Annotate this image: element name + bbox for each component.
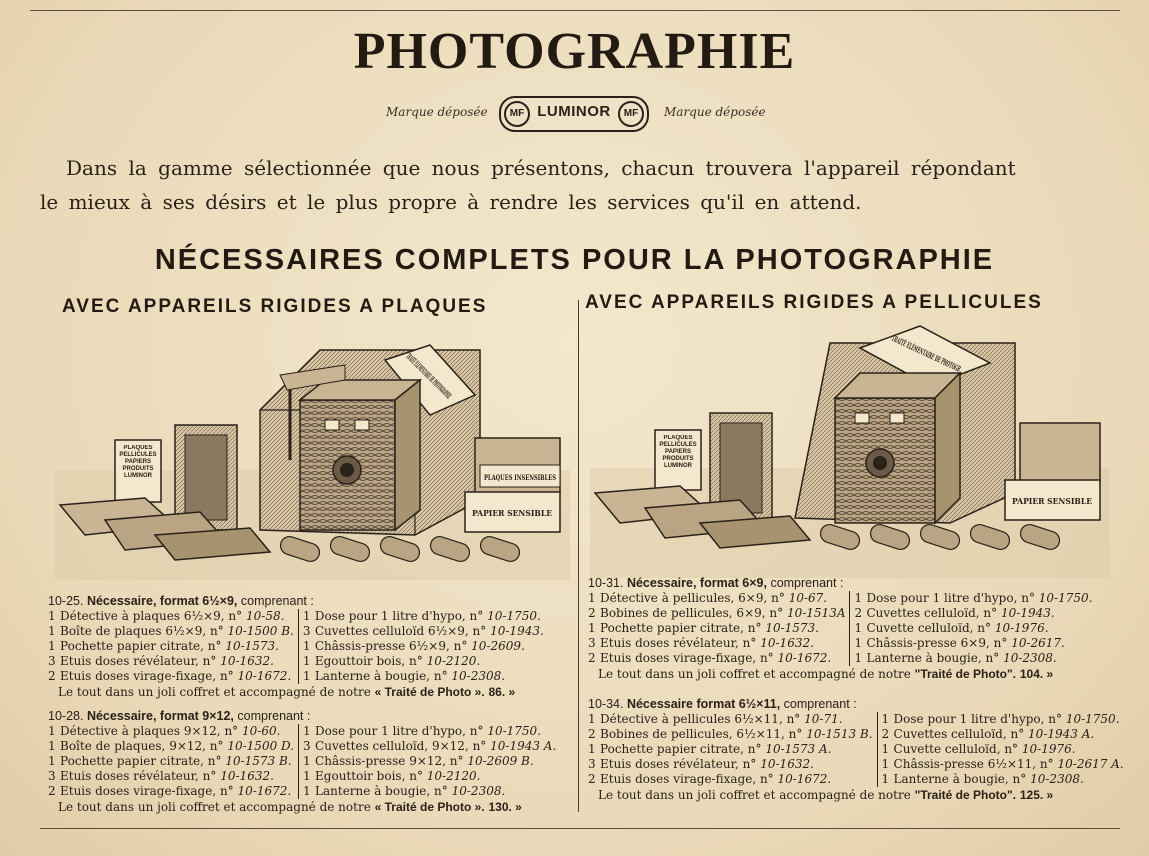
kit-total-line [588, 788, 1128, 803]
item-qty: 2 [881, 727, 890, 741]
item-ref: 10-1672. [237, 669, 292, 683]
kit-block [588, 697, 1128, 803]
kit-block [588, 576, 1128, 682]
lot-title: "Traité de Photo". [914, 788, 1017, 802]
kit-suffix: comprenant : [237, 709, 311, 723]
item-qty: 2 [588, 606, 596, 620]
right-heading: AVEC APPAREILS RIGIDES A PELLICULES [585, 292, 1043, 313]
kit-column-left [588, 591, 845, 666]
item-qty: 1 [588, 742, 596, 756]
item-text: Détective à pellicules, 6×9, n° [600, 591, 785, 605]
kit-ref: 10-25. [48, 594, 84, 608]
main-heading: NÉCESSAIRES COMPLETS POUR LA PHOTOGRAPHIE [154, 244, 995, 276]
item-qty: 1 [302, 609, 311, 623]
kit-heading [588, 697, 1128, 712]
item-qty: 1 [303, 784, 311, 798]
item-text: Châssis-presse 6½×9, n° [314, 639, 468, 653]
kit-item [882, 742, 1124, 757]
item-text: Cuvette celluloïd, n° [866, 621, 992, 635]
item-text: Détective à plaques 9×12, n° [60, 724, 239, 738]
marque-left: Marque déposée [386, 105, 488, 119]
kit-item [588, 651, 845, 666]
item-ref: 10-60. [242, 724, 281, 738]
item-qty: 2 [854, 606, 863, 620]
item-qty: 1 [854, 621, 863, 635]
kit-total-line [48, 800, 578, 815]
kit-price: 104. » [1019, 667, 1054, 681]
kit-item [588, 742, 873, 757]
kit-item [303, 639, 544, 654]
item-ref: 10-1573. [225, 639, 279, 653]
item-ref: 10-67. [788, 591, 828, 605]
item-text: Egouttoir bois, n° [314, 654, 423, 668]
logo-wordmark: LUMINOR [537, 103, 611, 120]
kit-item [882, 727, 1124, 742]
item-ref: 10-2609 B. [467, 754, 534, 768]
item-ref: 10-1750. [1065, 712, 1120, 726]
kit-price: 130. » [488, 800, 522, 814]
marque-right: Marque déposée [664, 105, 766, 119]
item-qty: 1 [881, 742, 890, 756]
item-ref: 10-1513A [786, 606, 846, 620]
item-qty: 2 [588, 772, 596, 786]
kit-column-right [877, 712, 1124, 787]
item-qty: 3 [48, 654, 56, 668]
logo-mark-left: MF [504, 101, 530, 127]
lot-prefix: Le tout dans un joli coffret et accompagné de notre [598, 788, 911, 802]
item-qty: 2 [48, 669, 56, 683]
item-qty: 1 [854, 591, 863, 605]
luminor-logo [499, 96, 649, 132]
kit-item [48, 639, 294, 654]
item-text: Boîte de plaques 6½×9, n° [60, 624, 224, 638]
left-kit-illustration [55, 320, 570, 580]
item-ref: 10-1573. [765, 621, 819, 635]
item-qty: 1 [881, 772, 890, 786]
item-text: Dose pour 1 litre d'hypo, n° [893, 712, 1062, 726]
page-title: PHOTOGRAPHIE [353, 23, 796, 80]
kit-ref: 10-31. [588, 576, 624, 590]
kit-ref: 10-28. [48, 709, 84, 723]
item-ref: 10-1672. [777, 651, 832, 665]
kit-heading [48, 594, 578, 609]
kit-item [588, 772, 873, 787]
item-ref: 10-1632. [760, 636, 814, 650]
item-ref: 10-1500 D. [227, 739, 295, 753]
item-ref: 10-1943 A. [1028, 727, 1095, 741]
item-text: Lanterne à bougie, n° [314, 669, 448, 683]
item-qty: 1 [48, 609, 56, 623]
kit-item [588, 591, 845, 606]
kit-heading [48, 709, 578, 724]
item-qty: 1 [588, 712, 596, 726]
kit-items [48, 609, 578, 684]
kit-item [882, 712, 1124, 727]
item-text: Pochette papier citrate, n° [600, 621, 762, 635]
item-text: Cuvettes celluloïd, n° [893, 727, 1025, 741]
kit-item [882, 757, 1124, 772]
item-text: Cuvettes celluloïd 6½×9, n° [314, 624, 487, 638]
kit-suffix: comprenant : [770, 576, 844, 590]
kit-item [48, 669, 294, 684]
item-qty: 1 [48, 624, 56, 638]
left-heading: AVEC APPAREILS RIGIDES A PLAQUES [62, 296, 488, 317]
kit-item [303, 669, 544, 684]
kit-item [303, 624, 544, 639]
kit-item [588, 712, 873, 727]
kit-item [303, 754, 556, 769]
luminor-box [655, 430, 701, 490]
item-text: Châssis-presse 9×12, n° [315, 754, 464, 768]
item-text: Bobines de pellicules, 6½×11, n° [600, 727, 803, 741]
item-qty: 3 [588, 636, 596, 650]
item-ref: 10-2617. [1011, 636, 1065, 650]
lot-title: « Traité de Photo ». [374, 800, 485, 814]
film-camera [835, 373, 960, 523]
kit-item [303, 654, 544, 669]
intro-line-2: le mieux à ses désirs et le plus propre à rendre les services qu'il en attend. [40, 190, 862, 214]
item-qty: 1 [302, 669, 311, 683]
item-qty: 3 [588, 757, 596, 771]
luminor-box-label: PLAQUES PELLICULES PAPIERS PRODUITS LUMINOR [659, 435, 697, 469]
item-qty: 1 [302, 639, 311, 653]
kit-column-left [588, 712, 873, 787]
lot-prefix: Le tout dans un joli coffret et accompagné de notre [58, 800, 371, 814]
lot-prefix: Le tout dans un joli coffret et accompagné de notre [58, 685, 371, 699]
item-qty: 1 [48, 724, 56, 738]
item-text: Etuis doses virage-fixage, n° [600, 772, 774, 786]
kit-item [48, 654, 294, 669]
item-qty: 2 [588, 727, 596, 741]
item-text: Lanterne à bougie, n° [866, 651, 1000, 665]
kit-item [588, 606, 845, 621]
item-text: Etuis doses révélateur, n° [60, 654, 217, 668]
logo-mark-right: MF [618, 101, 644, 127]
kit-price: 86. » [488, 685, 516, 699]
kit-column-right [849, 591, 1092, 666]
item-ref: 10-2308. [451, 784, 506, 798]
kit-item [854, 591, 1092, 606]
item-text: Etuis doses virage-fixage, n° [600, 651, 774, 665]
item-text: Etuis doses révélateur, n° [600, 757, 757, 771]
item-qty: 1 [881, 712, 890, 726]
luminor-box-label: PLAQUES PELLICULES PAPIERS PRODUITS LUMINOR [119, 445, 157, 479]
item-text: Châssis-presse 6½×11, n° [893, 757, 1054, 771]
kit-item [588, 757, 873, 772]
luminor-box [115, 440, 161, 502]
kit-item [854, 621, 1092, 636]
item-qty: 1 [303, 769, 311, 783]
kit-name: Nécessaire, format 9×12, [86, 709, 234, 723]
item-ref: 10-1632. [760, 757, 814, 771]
kit-total-line [588, 667, 1128, 682]
item-qty: 2 [48, 784, 56, 798]
item-qty: 1 [588, 621, 596, 635]
item-text: Dose pour 1 litre d'hypo, n° [314, 609, 484, 623]
item-ref: 10-1976. [1021, 742, 1076, 756]
kit-item [48, 739, 294, 754]
item-text: Cuvettes celluloïd, n° [866, 606, 998, 620]
item-ref: 10-1750. [1038, 591, 1093, 605]
item-text: Dose pour 1 litre d'hypo, n° [866, 591, 1035, 605]
kit-item [303, 784, 556, 799]
item-qty: 1 [303, 754, 311, 768]
paper-box-label-1: PLAQUES INSENSIBLES [484, 473, 556, 482]
kit-item [882, 772, 1124, 787]
item-qty: 3 [302, 624, 311, 638]
item-qty: 1 [302, 654, 311, 668]
item-qty: 1 [48, 754, 56, 768]
item-qty: 1 [854, 636, 863, 650]
kit-item [588, 636, 845, 651]
item-qty: 3 [303, 739, 311, 753]
intro-line-1: Dans la gamme sélectionnée que nous présentons, chacun trouvera l'appareil répondant [66, 156, 1016, 180]
column-divider [578, 300, 579, 812]
item-text: Etuis doses virage-fixage, n° [60, 669, 234, 683]
item-text: Lanterne à bougie, n° [893, 772, 1027, 786]
kit-column-right [298, 609, 544, 684]
item-text: Cuvette celluloïd, n° [893, 742, 1019, 756]
kit-item [48, 609, 294, 624]
item-ref: 10-2308. [1030, 772, 1084, 786]
kit-items [48, 724, 578, 799]
kit-suffix: comprenant : [240, 594, 314, 608]
kit-item [48, 769, 294, 784]
kit-item [48, 784, 294, 799]
kit-name: Nécessaire, format 6×9, [626, 576, 767, 590]
kit-column-left [48, 609, 294, 684]
item-ref: 10-1500 B. [227, 624, 294, 638]
kit-item [303, 739, 556, 754]
item-ref: 10-1976. [994, 621, 1049, 635]
kit-price: 125. » [1019, 788, 1054, 802]
paper-boxes [465, 438, 560, 532]
kit-column-left [48, 724, 294, 799]
item-ref: 10-2120. [426, 654, 481, 668]
item-text: Pochette papier citrate, n° [60, 754, 222, 768]
item-text: Dose pour 1 litre d'hypo, n° [315, 724, 484, 738]
item-text: Détective à plaques 6½×9, n° [60, 609, 243, 623]
item-text: Pochette papier citrate, n° [60, 639, 222, 653]
top-rule [30, 10, 1120, 11]
lot-prefix: Le tout dans un joli coffret et accompagné de notre [598, 667, 911, 681]
item-qty: 1 [48, 739, 56, 753]
lot-title: « Traité de Photo ». [374, 685, 485, 699]
kit-items [588, 712, 1128, 787]
item-text: Cuvettes celluloïd, 9×12, n° [315, 739, 487, 753]
item-qty: 1 [303, 724, 311, 738]
kit-item [854, 636, 1092, 651]
item-qty: 2 [588, 651, 596, 665]
item-qty: 1 [588, 591, 596, 605]
item-ref: 10-1943. [1001, 606, 1055, 620]
item-ref: 10-1750. [487, 724, 542, 738]
item-ref: 10-1573 B. [225, 754, 292, 768]
bottom-rule [40, 828, 1120, 829]
kit-item [854, 651, 1092, 666]
item-text: Bobines de pellicules, 6×9, n° [600, 606, 784, 620]
item-ref: 10-1513 B. [806, 727, 873, 741]
item-text: Boîte de plaques, 9×12, n° [60, 739, 224, 753]
item-ref: 10-1632. [220, 654, 274, 668]
item-ref: 10-2120. [426, 769, 481, 783]
kit-suffix: comprenant : [783, 697, 857, 711]
kit-items [588, 591, 1128, 666]
paper-box-label-2: PAPIER SENSIBLE [472, 508, 552, 518]
item-text: Etuis doses révélateur, n° [60, 769, 217, 783]
kit-item [303, 769, 556, 784]
item-ref: 10-2617 A. [1057, 757, 1124, 771]
kit-item [588, 727, 873, 742]
item-ref: 10-58. [246, 609, 285, 623]
item-ref: 10-1750. [487, 609, 541, 623]
item-ref: 10-71. [804, 712, 843, 726]
kit-name: Nécessaire, format 6½×9, [86, 594, 238, 608]
item-ref: 10-2609. [471, 639, 525, 653]
item-ref: 10-1632. [220, 769, 274, 783]
kit-item [303, 724, 556, 739]
kit-item [854, 606, 1092, 621]
kit-ref: 10-34. [588, 697, 624, 711]
lot-title: "Traité de Photo". [914, 667, 1017, 681]
item-text: Lanterne à bougie, n° [315, 784, 448, 798]
plate-camera [300, 380, 420, 530]
kit-item [588, 621, 845, 636]
item-qty: 3 [48, 769, 56, 783]
item-text: Détective à pellicules 6½×11, n° [600, 712, 801, 726]
item-ref: 10-2308. [1003, 651, 1057, 665]
kit-item [48, 624, 294, 639]
paper-boxes [1005, 423, 1100, 520]
item-text: Pochette papier citrate, n° [600, 742, 762, 756]
item-qty: 1 [881, 757, 890, 771]
item-qty: 1 [854, 651, 863, 665]
kit-heading [588, 576, 1128, 591]
item-ref: 10-1573 A. [765, 742, 832, 756]
kit-column-right [298, 724, 556, 799]
item-qty: 1 [48, 639, 56, 653]
item-text: Châssis-presse 6×9, n° [866, 636, 1008, 650]
item-ref: 10-1672. [237, 784, 292, 798]
right-kit-illustration [590, 318, 1110, 578]
kit-name: Nécessaire format 6½×11, [626, 697, 781, 711]
item-text: Egouttoir bois, n° [315, 769, 423, 783]
item-ref: 10-1672. [777, 772, 832, 786]
kit-block [48, 594, 578, 700]
item-text: Etuis doses révélateur, n° [600, 636, 757, 650]
item-ref: 10-1943 A. [490, 739, 557, 753]
item-ref: 10-1943. [490, 624, 544, 638]
brand-row [0, 96, 1149, 130]
item-text: Etuis doses virage-fixage, n° [60, 784, 234, 798]
kit-block [48, 709, 578, 815]
item-ref: 10-2308. [451, 669, 506, 683]
kit-total-line [48, 685, 578, 700]
kit-item [303, 609, 544, 624]
paper-box-label: PAPIER SENSIBLE [1012, 496, 1092, 506]
kit-item [48, 724, 294, 739]
kit-item [48, 754, 294, 769]
